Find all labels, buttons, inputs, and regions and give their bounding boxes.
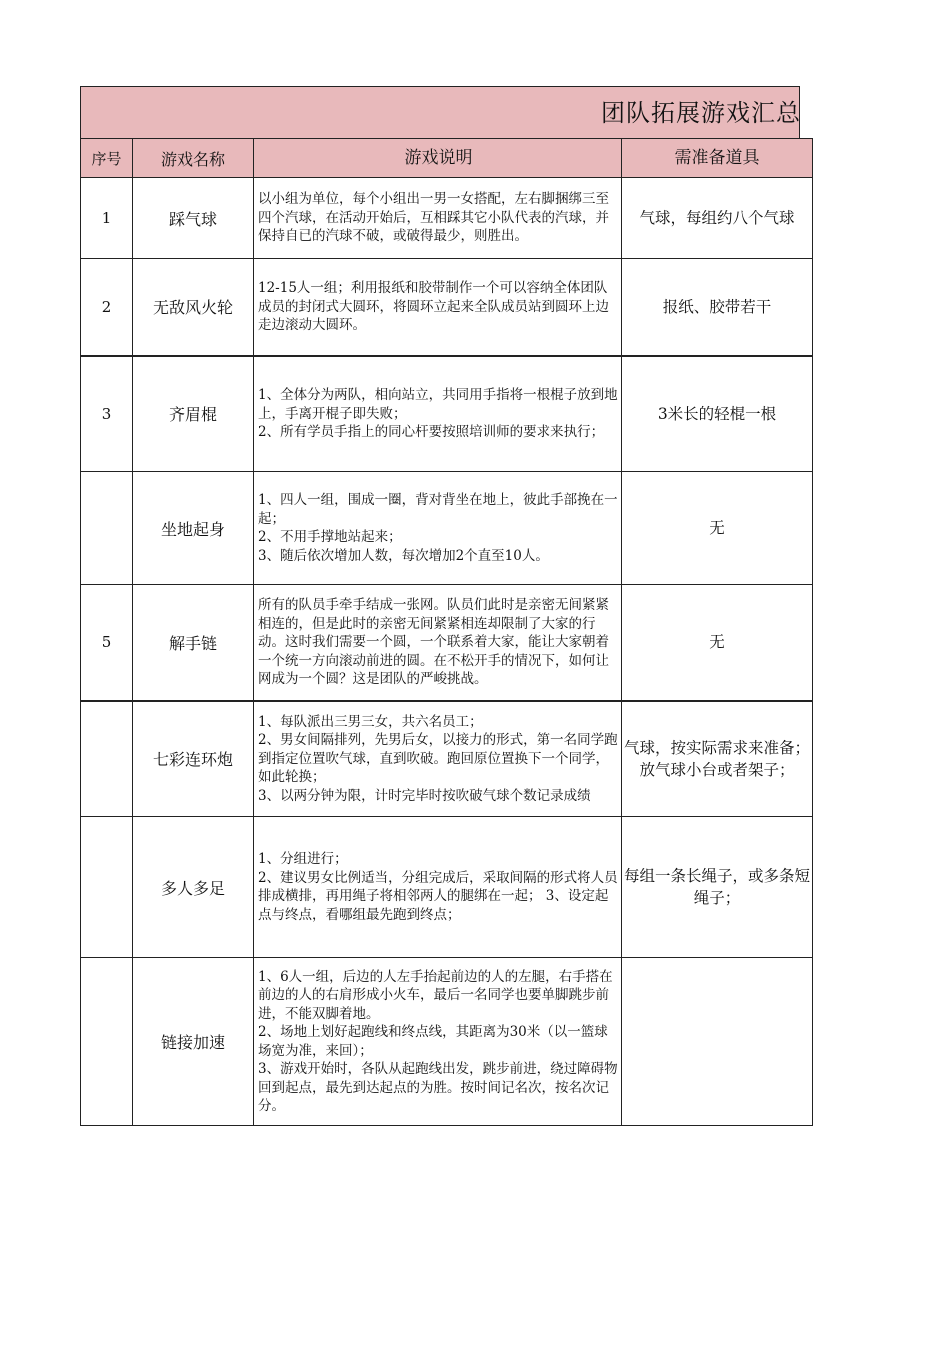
cell-props: 每组一条长绳子，或多条短绳子； xyxy=(622,817,813,958)
cell-no: 1 xyxy=(81,178,133,259)
cell-props: 报纸、胶带若干 xyxy=(622,259,813,356)
description-line: 2、男女间隔排列，先男后女，以接力的形式，第一名同学跑到指定位置吹气球，直到吹破。跑回原位置换下一个同学，如此轮换； xyxy=(258,732,618,785)
description-line: 1、每队派出三男三女，共六名员工； xyxy=(258,713,483,730)
table-row xyxy=(81,585,813,701)
cell-props: 气球，每组约八个气球 xyxy=(622,178,813,259)
cell-game-name: 多人多足 xyxy=(133,817,254,958)
description-line: 1、分组进行； xyxy=(258,851,348,867)
cell-description xyxy=(254,472,622,585)
cell-no xyxy=(81,817,133,958)
page-title: 团队拓展游戏汇总 xyxy=(601,99,801,127)
description-line: 2、场地上划好起跑线和终点线，其距离为30米（以一篮球场宽为准，来回）； xyxy=(258,1024,608,1059)
cell-props: 3米长的轻棍一根 xyxy=(622,356,813,472)
description-line: 3、以两分钟为限，计时完毕时按吹破气球个数记录成绩 xyxy=(258,787,591,804)
cell-no xyxy=(81,958,133,1126)
header-no: 序号 xyxy=(81,139,133,178)
cell-props: 无 xyxy=(622,472,813,585)
cell-no xyxy=(81,472,133,585)
header-desc: 游戏说明 xyxy=(254,139,622,178)
table-row xyxy=(81,472,813,585)
header-name: 游戏名称 xyxy=(133,139,254,178)
cell-no: 5 xyxy=(81,585,133,701)
description-line: 3、游戏开始时，各队从起跑线出发，跳步前进，绕过障碍物回到起点，最先到达起点的为胜。按时间记名次，按名次记分。 xyxy=(258,1061,618,1114)
cell-no: 2 xyxy=(81,259,133,356)
cell-description xyxy=(254,701,622,817)
cell-game-name: 链接加速 xyxy=(133,958,254,1126)
table-body xyxy=(81,178,813,1126)
cell-game-name: 解手链 xyxy=(133,585,254,701)
description-line: 12-15人一组；利用报纸和胶带制作一个可以容纳全体团队成员的封闭式大圆环，将圆环立起来全队成员站到圆环上边走边滚动大圆环。 xyxy=(258,280,609,333)
table-row xyxy=(81,701,813,817)
description-line: 1、四人一组，围成一圈，背对背坐在地上，彼此手部挽在一起； xyxy=(258,492,618,527)
games-table xyxy=(80,138,813,1126)
description-line: 所有的队员手牵手结成一张网。队员们此时是亲密无间紧紧相连的，但是此时的亲密无间紧紧相连却限制了大家的行动。这时我们需要一个圆，一个联系着大家，能让大家朝着一个统一方向滚动前进的圆。在不松开手的情况下，如何让网成为一个圆？这是团队的严峻挑战。 xyxy=(258,597,609,687)
title-row xyxy=(80,86,800,138)
cell-game-name: 无敌风火轮 xyxy=(133,259,254,356)
cell-props: 无 xyxy=(622,585,813,701)
description-line: 3、随后依次增加人数，每次增加2个直至10人。 xyxy=(258,547,549,564)
cell-description xyxy=(254,585,622,701)
description-line: 以小组为单位，每个小组出一男一女搭配，左右脚捆绑三至四个汽球，在活动开始后，互相踩其它小队代表的汽球，并保持自已的汽球不破，或破得最少，则胜出。 xyxy=(258,191,609,245)
cell-game-name: 齐眉棍 xyxy=(133,356,254,472)
table-row xyxy=(81,259,813,356)
cell-description xyxy=(254,178,622,259)
table-row xyxy=(81,817,813,958)
cell-description xyxy=(254,817,622,958)
cell-game-name: 踩气球 xyxy=(133,178,254,259)
cell-game-name: 七彩连环炮 xyxy=(133,701,254,817)
header-row xyxy=(81,139,813,178)
table-row xyxy=(81,356,813,472)
header-props: 需准备道具 xyxy=(622,139,813,178)
description-line: 1、全体分为两队，相向站立，共同用手指将一根棍子放到地上，手离开棍子即失败； xyxy=(258,387,618,422)
cell-game-name: 坐地起身 xyxy=(133,472,254,585)
description-line: 1、6人一组，后边的人左手抬起前边的人的左腿，右手搭在前边的人的右肩形成小火车，最后一名同学也要单脚跳步前进，不能双脚着地。 xyxy=(258,968,613,1022)
cell-description xyxy=(254,958,622,1126)
table-row xyxy=(81,958,813,1126)
cell-props: 气球，按实际需求来准备；放气球小台或者架子； xyxy=(622,701,813,817)
cell-no xyxy=(81,701,133,817)
description-line: 2、不用手撑地站起来； xyxy=(258,529,402,545)
cell-description xyxy=(254,356,622,472)
table-row xyxy=(81,178,813,259)
description-line: 2、所有学员手指上的同心杆要按照培训师的要求来执行； xyxy=(258,424,605,440)
cell-description xyxy=(254,259,622,356)
description-line: 2、建议男女比例适当，分组完成后，采取间隔的形式将人员排成横排，再用绳子将相邻两人的腿绑在一起； 3、设定起点与终点，看哪组最先跑到终点； xyxy=(258,869,618,923)
cell-no: 3 xyxy=(81,356,133,472)
spreadsheet xyxy=(80,86,811,1126)
cell-props xyxy=(622,958,813,1126)
